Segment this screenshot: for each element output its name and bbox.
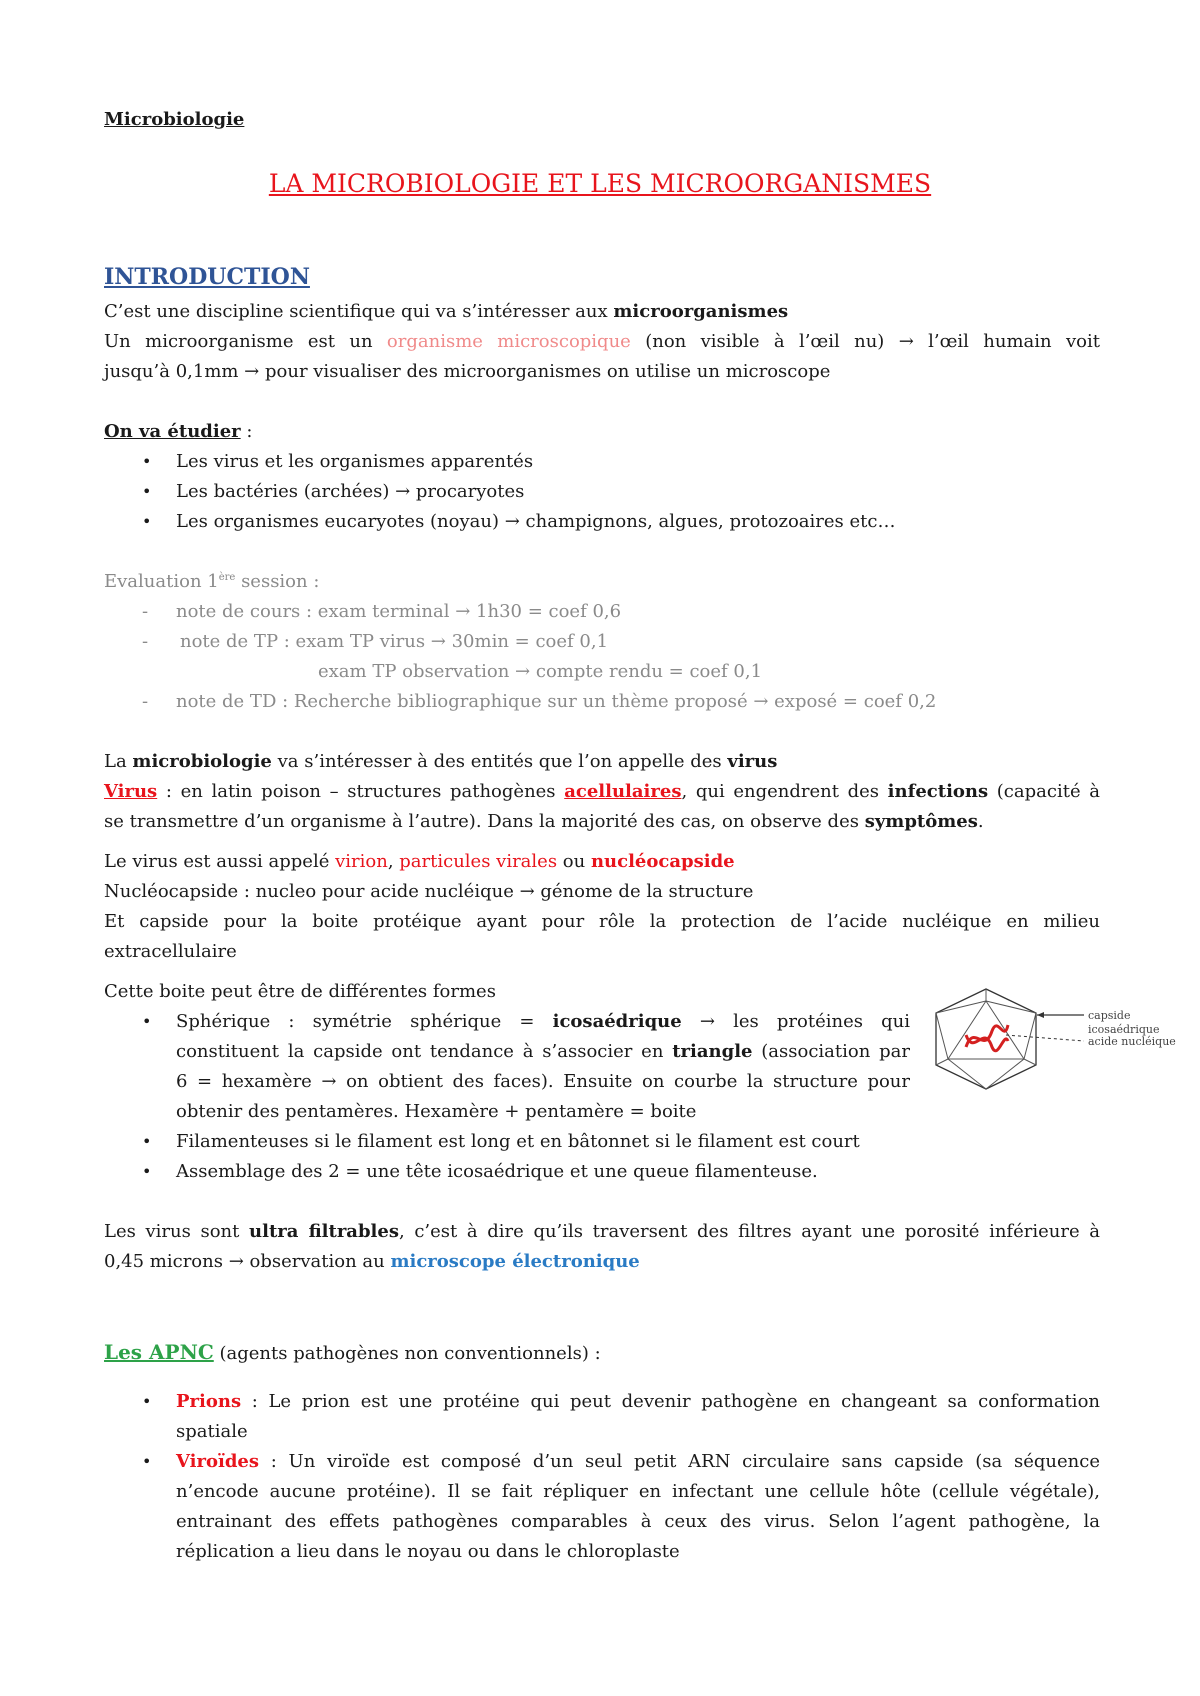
virus-line-6: Et capside pour la boite protéique ayant pour rôle la protection de l’acide nucléique en milieu: [104, 911, 1100, 932]
apnc-viroid-line: entrainant des effets pathogènes comparables à ceux des virus. Selon l’agent pathogène, la: [176, 1511, 1100, 1532]
bullet-icon: •: [142, 1162, 152, 1181]
capsid-edge: [1024, 1013, 1036, 1059]
capsid-label: capside icosaédrique: [1088, 1009, 1160, 1036]
intro-line-3: jusqu’à 0,1mm → pour visualiser des microorganismes on utilise un microscope: [104, 361, 831, 382]
dash-marker: -: [142, 601, 149, 622]
nucleic-acid-label: acide nucléique: [1088, 1035, 1176, 1048]
shapes-intro: Cette boite peut être de différentes formes: [104, 981, 496, 1002]
bullet-icon: •: [142, 512, 152, 531]
list-item: Filamenteuses si le filament est long et en bâtonnet si le filament est court: [176, 1131, 860, 1152]
list-item: Assemblage des 2 = une tête icosaédrique et une queue filamenteuse.: [176, 1161, 818, 1182]
list-item: Les virus et les organismes apparentés: [176, 451, 534, 472]
virus-line-3: se transmettre d’un organisme à l’autre). Dans la majorité des cas, on observe des symptômes.: [104, 811, 984, 832]
capsid-edge: [936, 1059, 948, 1065]
page-title: LA MICROBIOLOGIE ET LES MICROORGANISMES: [268, 169, 932, 198]
apnc-prion-line: Prions : Le prion est une protéine qui peut devenir pathogène en changeant sa conformation: [176, 1391, 1100, 1412]
list-item: Les bactéries (archées) → procaryotes: [176, 481, 525, 502]
evaluation-item: note de TP : exam TP virus → 30min = coef 0,1: [180, 631, 609, 652]
intro-line-1: C’est une discipline scientifique qui va s’intéresser aux microorganismes: [104, 301, 789, 322]
bullet-icon: •: [142, 1012, 152, 1031]
bullet-icon: •: [142, 1132, 152, 1151]
evaluation-heading: Evaluation 1ère session :: [104, 571, 320, 592]
bullet-icon: •: [142, 1452, 152, 1471]
filtration-line-2: 0,45 microns → observation au microscope électronique: [104, 1251, 640, 1272]
list-item: Les organismes eucaryotes (noyau) → champignons, algues, protozoaires etc…: [176, 511, 896, 532]
shape-line: Sphérique : symétrie sphérique = icosaédrique → les protéines qui: [176, 1011, 910, 1032]
capsid-edge: [1024, 1059, 1036, 1065]
apnc-viroid-line: n’encode aucune protéine). Il se fait répliquer en infectant une cellule hôte (cellule végétale),: [176, 1481, 1100, 1502]
apnc-prion-line: spatiale: [176, 1421, 248, 1442]
capsid-edge: [986, 1001, 1036, 1013]
dash-marker: -: [142, 691, 149, 712]
study-heading: On va étudier :: [104, 421, 253, 442]
evaluation-item: note de TD : Recherche bibliographique sur un thème proposé → exposé = coef 0,2: [176, 691, 937, 712]
virus-line-7: extracellulaire: [104, 941, 237, 962]
label-leader-nucleic: [1006, 1035, 1084, 1041]
shape-line: obtenir des pentamères. Hexamère + pentamère = boite: [176, 1101, 697, 1122]
evaluation-item: note de cours : exam terminal → 1h30 = coef 0,6: [176, 601, 622, 622]
apnc-viroid-line: Viroïdes : Un viroïde est composé d’un seul petit ARN circulaire sans capside (sa séquence: [176, 1451, 1100, 1472]
apnc-viroid-line: réplication a lieu dans le noyau ou dans le chloroplaste: [176, 1541, 680, 1562]
virus-line-1: La microbiologie va s’intéresser à des entités que l’on appelle des virus: [104, 751, 778, 772]
filtration-line-1: Les virus sont ultra filtrables, c’est à dire qu’ils traversent des filtres ayant une porosité inférieure à: [104, 1221, 1100, 1242]
section-heading-introduction: INTRODUCTION: [104, 264, 310, 290]
virus-line-5: Nucléocapside : nucleo pour acide nucléique → génome de la structure: [104, 881, 754, 902]
bullet-icon: •: [142, 452, 152, 471]
arrow-icon: [1037, 1012, 1044, 1018]
shape-line: constituent la capside ont tendance à s’associer en triangle (association par: [176, 1041, 910, 1062]
dash-marker: -: [142, 631, 149, 652]
course-label: Microbiologie: [104, 109, 245, 130]
virus-line-4: Le virus est aussi appelé virion, particules virales ou nucléocapside: [104, 851, 735, 872]
evaluation-item: exam TP observation → compte rendu = coef 0,1: [318, 661, 763, 682]
capsid-edge: [936, 1013, 948, 1059]
apnc-heading: Les APNC (agents pathogènes non conventionnels) :: [104, 1340, 601, 1364]
bullet-icon: •: [142, 1392, 152, 1411]
shape-line: 6 = hexamère → on obtient des faces). Ensuite on courbe la structure pour: [176, 1071, 910, 1092]
capsid-triangle: [948, 1001, 1024, 1059]
capsid-edge: [936, 1001, 986, 1013]
bullet-icon: •: [142, 482, 152, 501]
virus-line-2: Virus : en latin poison – structures pathogènes acellulaires, qui engendrent des infections (capacité à: [104, 781, 1100, 802]
intro-line-2: Un microorganisme est un organisme microscopique (non visible à l’œil nu) → l’œil humain voit: [104, 331, 1101, 352]
